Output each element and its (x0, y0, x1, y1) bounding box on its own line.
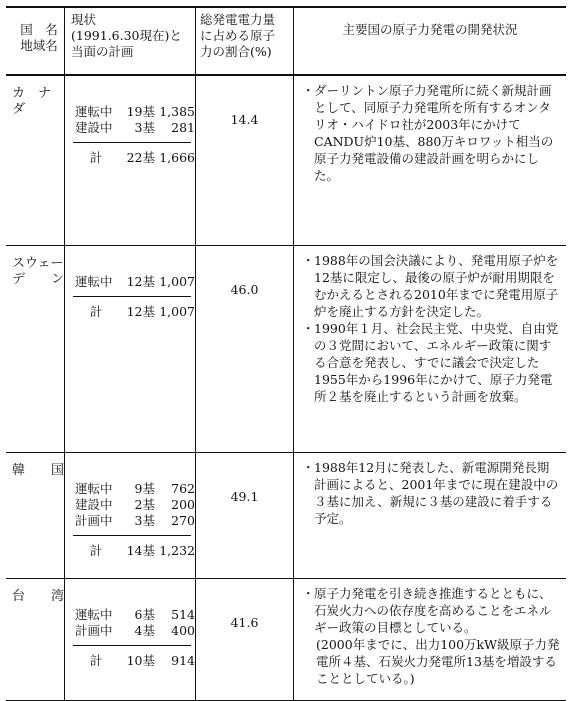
bullet-text: 1990年１月、社会民主党、中央党、自由党の３党間において、エネルギー政策に関する合意を発表し、すでに議会で決定した1955年から1996年にかけて、原子力発電所２基を廃止するという計画を放棄。 (314, 320, 559, 404)
status-count: 6基 (134, 606, 155, 622)
nuclear-development-table (6, 6, 566, 701)
development-bullet (302, 320, 560, 405)
share-cell (196, 75, 294, 245)
status-state: 運転中 (75, 273, 113, 289)
status-line (65, 623, 195, 639)
development-cell (294, 452, 567, 578)
header-development-label: 主要国の原子力発電の開発状況 (342, 22, 518, 37)
status-cell (65, 245, 196, 452)
total-line (65, 303, 195, 321)
bullet-text: 1988年の国会決議により、発電用原子炉を12基に限定し、最後の原子炉が耐用期限をむかえるとされる2010年までに発電用原子炉を廃止する方針を決定した。 (314, 252, 559, 319)
header-share-line1: 総発電電力量 (200, 12, 276, 27)
status-capacity: 270 (171, 512, 195, 528)
status-state: 運転中 (75, 104, 113, 119)
total-count: 10基 (126, 652, 155, 668)
total-capacity: 1,666 (159, 150, 195, 165)
bullet-marker: ・ (302, 585, 315, 601)
header-country-line2: 地域名 (20, 38, 58, 53)
total-line (65, 542, 195, 560)
total-count: 22基 (126, 150, 155, 165)
header-status-line3: 当面の計画 (71, 44, 134, 59)
header-status-line1: 現状 (71, 12, 97, 27)
document-page (6, 6, 563, 701)
bullet-text: 1988年12月に発表した、新電源開発長期計画によると、2001年までに現在建設中の３基に加え、新規に３基の建設に着手する予定。 (314, 459, 559, 526)
status-cell (65, 75, 196, 245)
status-capacity: 762 (171, 480, 195, 496)
status-count: 19基 (126, 104, 155, 119)
status-count: 12基 (126, 273, 155, 289)
status-capacity: 1,007 (159, 273, 195, 289)
status-count: 3基 (134, 120, 155, 135)
subtotal-divider (73, 296, 191, 297)
total-capacity: 1,007 (159, 303, 195, 319)
development-bullet (302, 82, 560, 184)
share-cell (196, 578, 294, 700)
status-line (65, 481, 195, 497)
total-label: 計 (89, 150, 103, 165)
total-count: 12基 (126, 303, 155, 319)
status-count: 2基 (134, 496, 155, 512)
table-row (6, 578, 566, 700)
development-bullet (302, 459, 560, 527)
share-value: 49.1 (230, 488, 259, 504)
bullet-marker: ・ (302, 459, 315, 475)
header-country-line1: 国 名 (20, 22, 58, 37)
table-row (6, 75, 566, 245)
status-line (65, 104, 195, 120)
development-bullet (302, 585, 560, 636)
bullet-marker: ・ (302, 320, 315, 336)
status-state: 運転中 (75, 480, 113, 496)
country-name-line: 台 湾 (12, 588, 65, 604)
share-value: 41.6 (230, 614, 259, 630)
bullet-text: 原子力発電を引き続き推進するとともに、石炭火力への依存度を高めることをエネルギー政策の目標としている。 (314, 585, 552, 635)
share-value: 14.4 (230, 112, 259, 127)
header-share-line3: 力の割合(%) (200, 44, 272, 59)
status-count: 3基 (134, 512, 155, 528)
bullet-marker: ・ (302, 83, 315, 98)
development-cell (294, 75, 567, 245)
status-line (65, 497, 195, 513)
development-cell (294, 578, 567, 700)
total-capacity: 914 (171, 652, 195, 668)
header-status-line2: (1991.6.30現在)と (71, 28, 182, 43)
country-name (6, 452, 65, 578)
share-cell (196, 452, 294, 578)
total-capacity: 1,232 (159, 542, 195, 558)
table-body (6, 75, 566, 700)
subtotal-divider (73, 535, 191, 536)
table-row (6, 452, 566, 578)
country-name-line: カ ナ ダ (12, 86, 65, 117)
development-cell (294, 245, 567, 452)
total-line (65, 652, 195, 670)
status-cell (65, 578, 196, 700)
header-country (6, 7, 65, 75)
country-name-line: デ ン (12, 271, 65, 287)
subtotal-divider (73, 645, 191, 646)
table-header-row (6, 7, 566, 75)
country-name-line: スウェー (12, 255, 64, 271)
country-name (6, 75, 65, 245)
status-capacity: 514 (171, 606, 195, 622)
status-state: 計画中 (75, 512, 113, 528)
country-name-line: 韓 国 (12, 462, 65, 478)
share-cell (196, 245, 294, 452)
status-line (65, 120, 195, 136)
total-label: 計 (89, 542, 103, 558)
status-count: 4基 (134, 622, 155, 638)
header-share-line2: に占める原子 (200, 28, 276, 43)
status-state: 運転中 (75, 606, 113, 622)
header-share (196, 7, 294, 75)
status-cell (65, 452, 196, 578)
subtotal-divider (73, 142, 191, 143)
header-status (65, 7, 196, 75)
status-state: 建設中 (75, 496, 113, 512)
country-name (6, 578, 65, 700)
share-value: 46.0 (230, 281, 259, 297)
development-bullet (302, 252, 560, 320)
total-label: 計 (89, 652, 103, 668)
status-line (65, 607, 195, 623)
status-capacity: 281 (171, 120, 195, 135)
status-line (65, 513, 195, 529)
status-state: 建設中 (75, 120, 113, 135)
bullet-marker: ・ (302, 252, 315, 268)
status-capacity: 1,385 (159, 104, 195, 119)
total-label: 計 (89, 303, 103, 319)
total-count: 14基 (126, 542, 155, 558)
status-capacity: 200 (171, 496, 195, 512)
development-note: (2000年までに、出力100万kW級原子力発電所４基、石炭火力発電所13基を増設することとしている。) (316, 636, 560, 686)
total-line (65, 149, 195, 167)
country-name (6, 245, 65, 452)
status-line (65, 274, 195, 290)
status-state: 計画中 (75, 622, 113, 638)
header-development (294, 7, 567, 75)
status-capacity: 400 (171, 622, 195, 638)
bullet-text: ダーリントン原子力発電所に続く新規計画として、同原子力発電所を所有するオンタリオ・ハイドロ社が2003年にかけてCANDU炉10基、880万キロワット相当の原子力発電設備の建設計画を明らかにした。 (314, 83, 554, 183)
table-row (6, 245, 566, 452)
status-count: 9基 (134, 480, 155, 496)
